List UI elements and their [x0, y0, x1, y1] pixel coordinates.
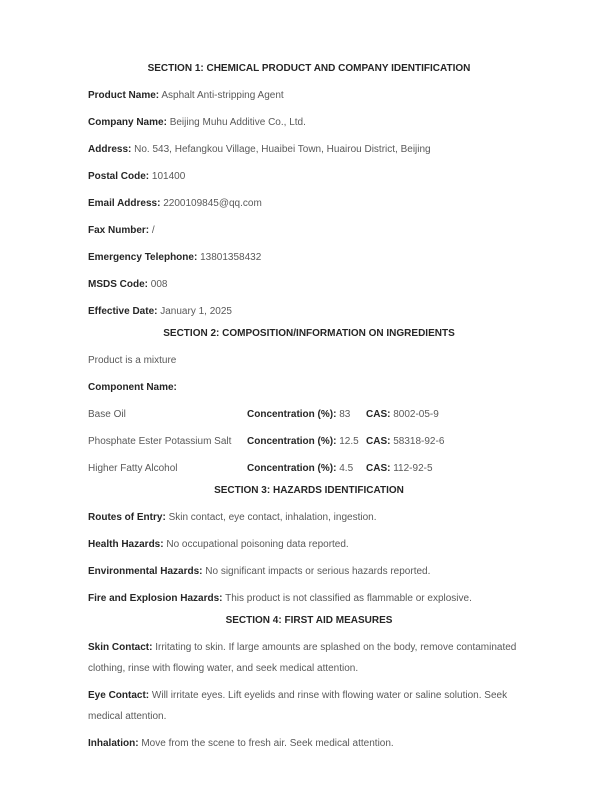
- field-value: No. 543, Hefangkou Village, Huaibei Town, Huairou District, Beijing: [134, 144, 431, 155]
- field-value: Move from the scene to fresh air. Seek medical attention.: [141, 738, 394, 749]
- field-label: MSDS Code:: [88, 279, 148, 290]
- field-label: Fire and Explosion Hazards:: [88, 593, 223, 604]
- field-value: This product is not classified as flammable or explosive.: [225, 593, 472, 604]
- component-concentration: [247, 431, 366, 452]
- field-health-hazards: [88, 534, 530, 555]
- field-label: Effective Date:: [88, 306, 158, 317]
- concentration-label: Concentration (%):: [247, 409, 337, 420]
- component-name: Higher Fatty Alcohol: [88, 463, 178, 474]
- component-cas: [366, 404, 530, 425]
- field-environmental-hazards: [88, 561, 530, 582]
- concentration-value: 4.5: [339, 463, 354, 474]
- field-label: Product Name:: [88, 90, 160, 101]
- field-postal-code: [88, 166, 530, 187]
- field-value: Beijing Muhu Additive Co., Ltd.: [169, 117, 306, 128]
- field-emergency-telephone: [88, 247, 530, 268]
- section-4-title: SECTION 4: FIRST AID MEASURES: [225, 615, 393, 626]
- cas-label: CAS:: [366, 436, 391, 447]
- concentration-value: 12.5: [339, 436, 359, 447]
- field-label: Skin Contact:: [88, 642, 153, 653]
- field-fire-explosion-hazards: [88, 588, 530, 609]
- field-address: [88, 139, 530, 160]
- field-value: No occupational poisoning data reported.: [166, 539, 349, 550]
- component-name: Phosphate Ester Potassium Salt: [88, 436, 232, 447]
- field-product-name: [88, 85, 530, 106]
- mixture-note: Product is a mixture: [88, 355, 177, 366]
- cas-label: CAS:: [366, 409, 391, 420]
- field-value: Skin contact, eye contact, inhalation, ingestion.: [168, 512, 377, 523]
- component-row: [88, 458, 530, 479]
- field-label: Emergency Telephone:: [88, 252, 198, 263]
- field-value: 101400: [151, 171, 186, 182]
- field-value: Asphalt Anti-stripping Agent: [161, 90, 284, 101]
- field-label: Fax Number:: [88, 225, 150, 236]
- field-value: Will irritate eyes. Lift eyelids and rinse with flowing water or saline solution. Seek medical attention.: [88, 690, 508, 722]
- component-concentration: [247, 404, 366, 425]
- field-label: Address:: [88, 144, 132, 155]
- component-cas: [366, 458, 530, 479]
- field-value: 2200109845@qq.com: [163, 198, 262, 209]
- field-email-address: [88, 193, 530, 214]
- concentration-value: 83: [339, 409, 351, 420]
- component-name: Base Oil: [88, 409, 126, 420]
- component-row: [88, 404, 530, 425]
- field-value: /: [151, 225, 155, 236]
- field-label: Inhalation:: [88, 738, 139, 749]
- field-value: 13801358432: [200, 252, 262, 263]
- field-label: Company Name:: [88, 117, 167, 128]
- field-label: Routes of Entry:: [88, 512, 166, 523]
- field-value: 008: [150, 279, 168, 290]
- section-1-title: SECTION 1: CHEMICAL PRODUCT AND COMPANY IDENTIFICATION: [147, 63, 471, 74]
- field-msds-code: [88, 274, 530, 295]
- component-concentration: [247, 458, 366, 479]
- field-value: No significant impacts or serious hazards reported.: [205, 566, 431, 577]
- concentration-label: Concentration (%):: [247, 436, 337, 447]
- field-label: Environmental Hazards:: [88, 566, 203, 577]
- field-inhalation: [88, 733, 530, 754]
- field-label: Eye Contact:: [88, 690, 150, 701]
- component-row: [88, 431, 530, 452]
- field-fax-number: [88, 220, 530, 241]
- component-name-header: Component Name:: [88, 382, 177, 393]
- concentration-label: Concentration (%):: [247, 463, 337, 474]
- section-2-title: SECTION 2: COMPOSITION/INFORMATION ON INGREDIENTS: [163, 328, 455, 339]
- field-eye-contact: [88, 685, 530, 727]
- field-label: Email Address:: [88, 198, 161, 209]
- document-content: [88, 58, 530, 754]
- section-3-title: SECTION 3: HAZARDS IDENTIFICATION: [214, 485, 404, 496]
- cas-value: 112-92-5: [393, 463, 433, 474]
- field-label: Postal Code:: [88, 171, 150, 182]
- cas-value: 58318-92-6: [393, 436, 445, 447]
- cas-label: CAS:: [366, 463, 391, 474]
- field-value: Irritating to skin. If large amounts are splashed on the body, remove contaminated clothing, rinse with flowing water, and seek medical attention.: [88, 642, 517, 674]
- field-label: Health Hazards:: [88, 539, 164, 550]
- component-cas: [366, 431, 530, 452]
- cas-value: 8002-05-9: [393, 409, 439, 420]
- field-company-name: [88, 112, 530, 133]
- field-value: January 1, 2025: [160, 306, 232, 317]
- field-routes-of-entry: [88, 507, 530, 528]
- field-skin-contact: [88, 637, 530, 679]
- field-effective-date: [88, 301, 530, 322]
